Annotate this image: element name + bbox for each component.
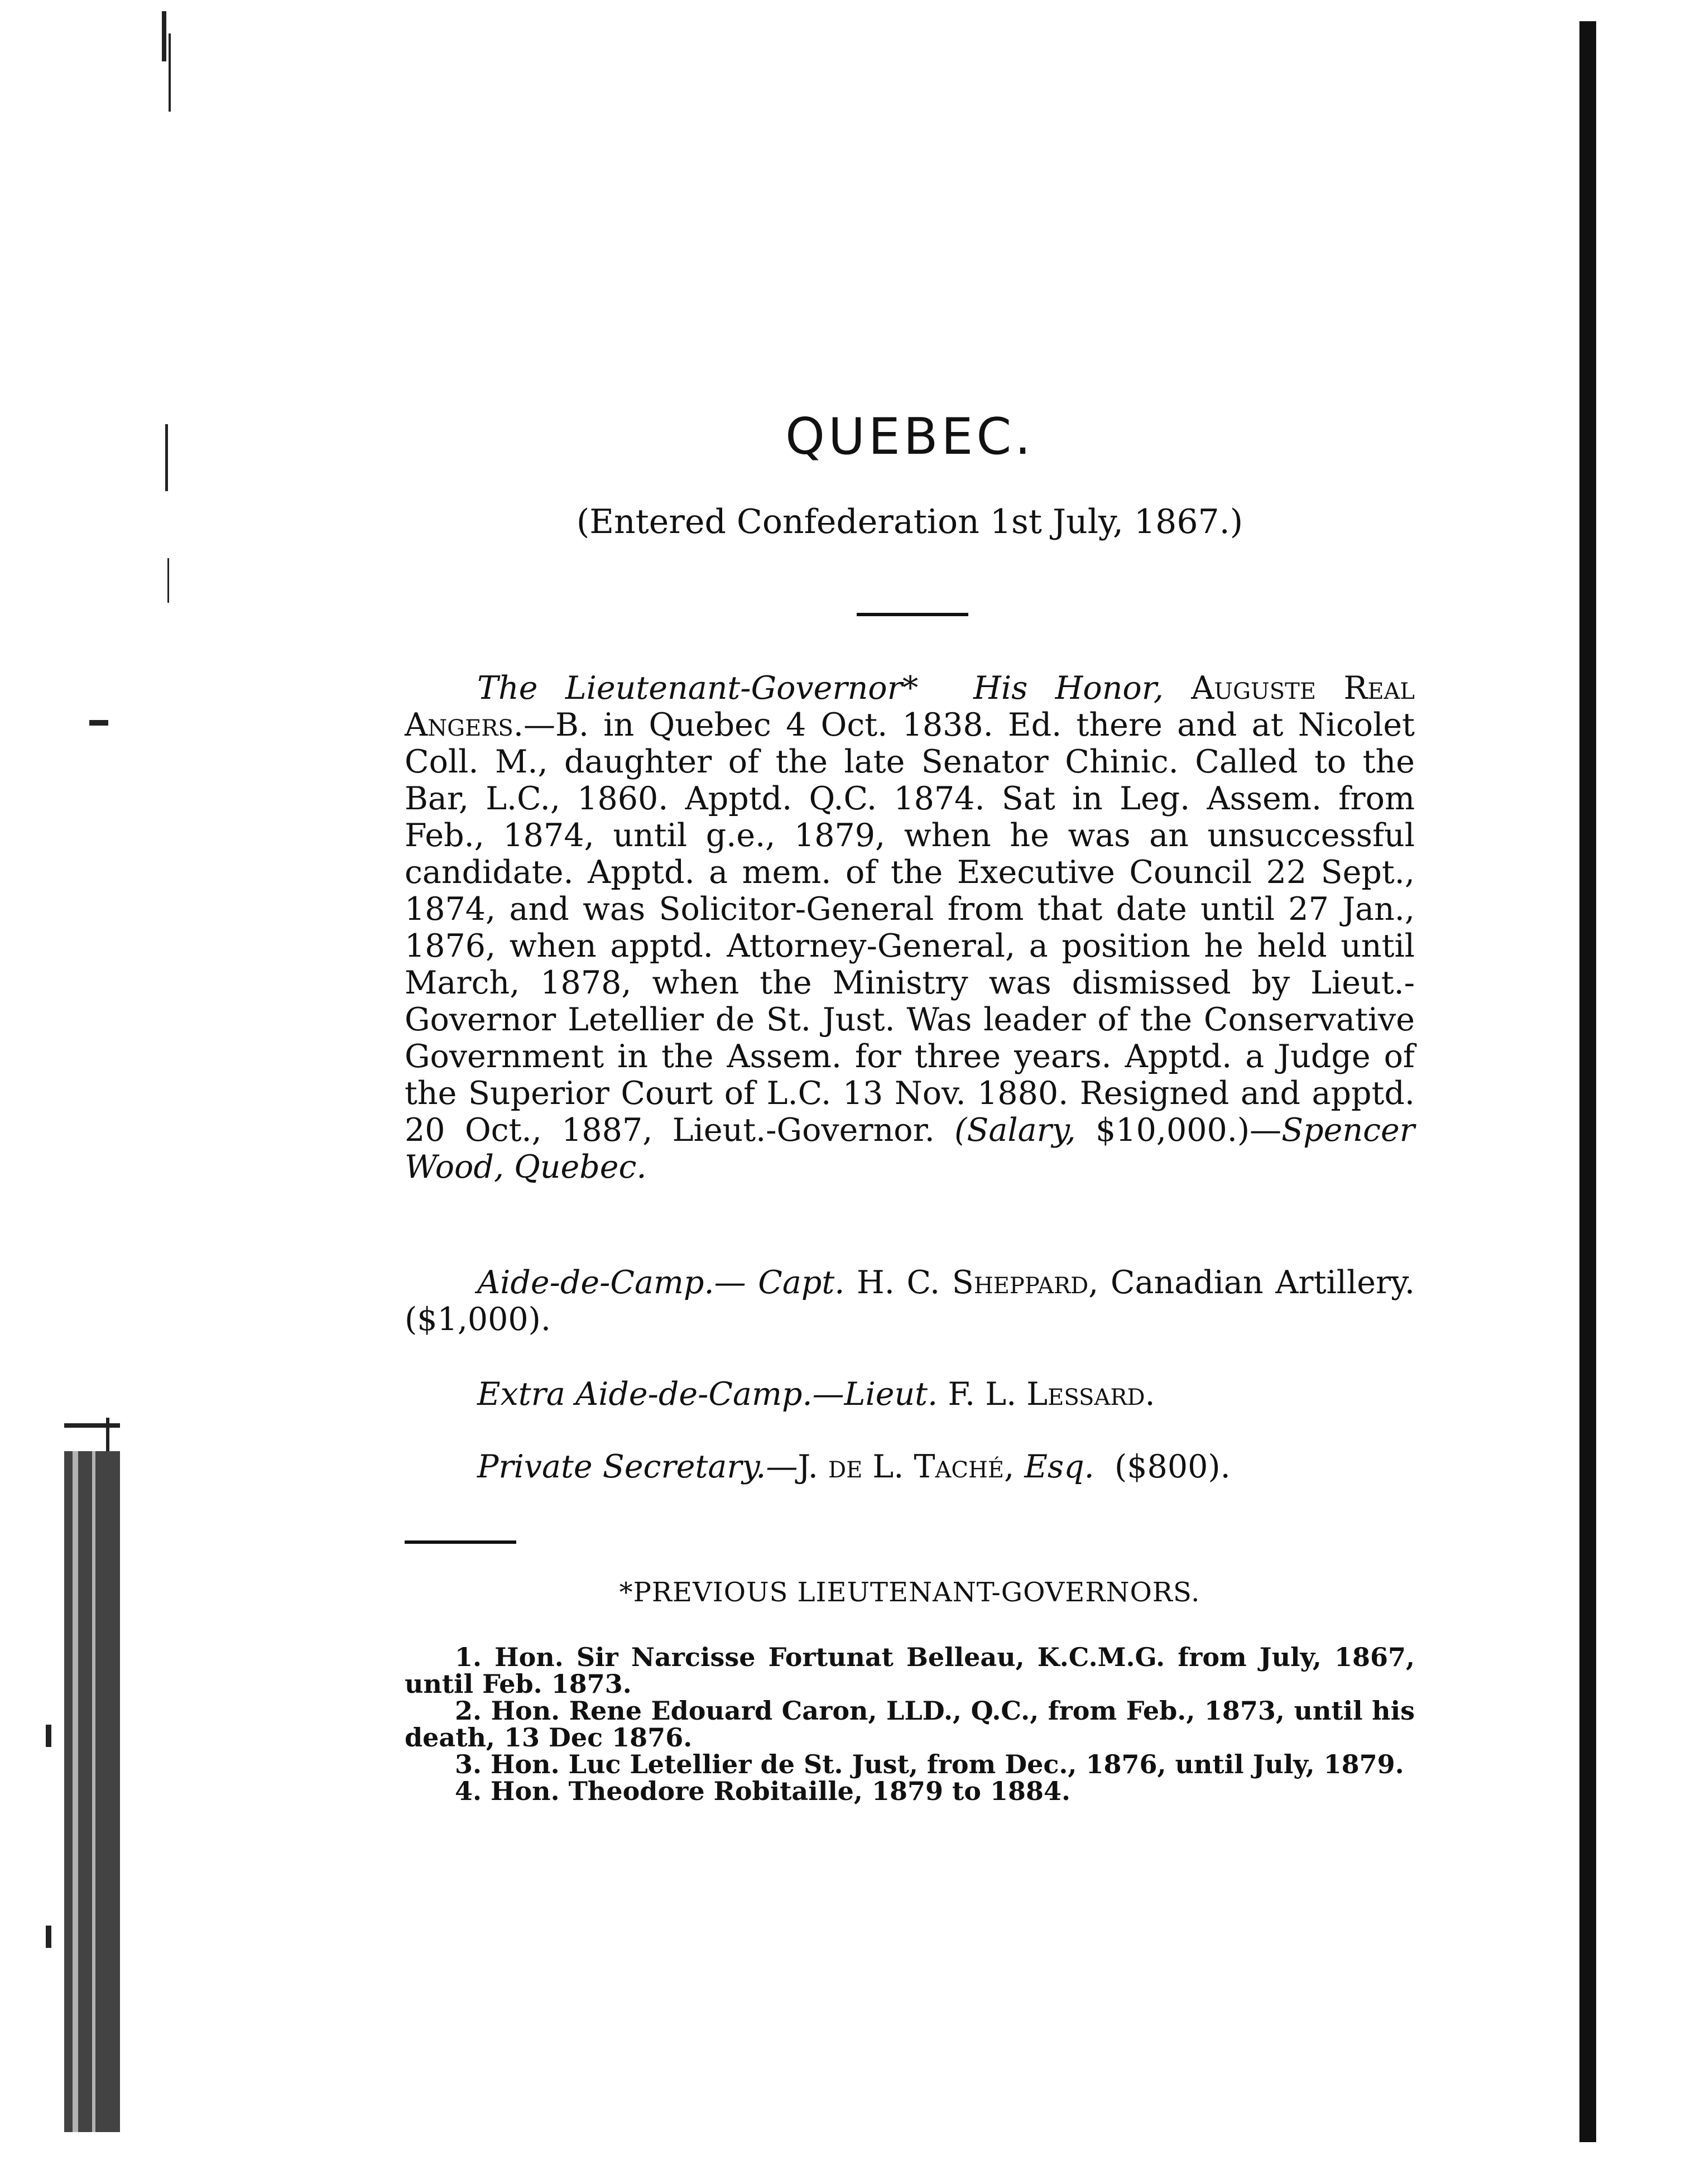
list-item: 2. Hon. Rene Edouard Caron, LLD., Q.C., from Feb., 1873, until his death, 13 Dec 1876. <box>405 1696 1415 1753</box>
page-subtitle: (Entered Confederation 1st July, 1867.) <box>576 502 1243 541</box>
secretary-salary: ($800). <box>1115 1448 1231 1485</box>
biography-text: —B. in Quebec 4 Oct. 1838. Ed. there and at Nicolet Coll. M., daughter of the late Senator Chinic. Called to the Bar, L.C., 1860. Apptd. Q.C. 1874. Sat in Leg. Assem. from Feb., 1874, until g.e., 1879, when he was an unsuccessful candidate. Apptd. a mem. of the Executive Council 22 Sept., 1874, and was Solicitor-General from that date until 27 Jan., 1876, when apptd. Attorney-General, a position he held until March, 1878, when the Ministry was dismissed by Lieut.-Governor Letellier de St. Just. Was leader of the Conservative Government in the Assem. for three years. Apptd. a Judge of the Superior Court of L.C. 13 Nov. 1880. Resigned and apptd. 20 Oct., 1887, Lieut.-Governor. <box>405 707 1415 1149</box>
aide-detail: Canadian Artillery. ($1,000). <box>405 1264 1415 1338</box>
scan-margin-artifacts <box>0 0 190 2184</box>
page-title: QUEBEC. <box>785 407 1034 466</box>
previous-governors-heading: *PREVIOUS LIEUTENANT-GOVERNORS. <box>619 1577 1200 1608</box>
aide-name: H. C. Sheppard, <box>857 1264 1099 1301</box>
honorific: His Honor, <box>973 670 1164 707</box>
extra-aide-name: F. L. Lessard. <box>948 1376 1155 1413</box>
aide-de-camp-entry <box>405 1264 1415 1338</box>
previous-governors-list <box>405 1644 1415 1804</box>
extra-aide-rank: Lieut. <box>844 1376 938 1413</box>
list-item: 1. Hon. Sir Narcisse Fortunat Belleau, K.C.M.G. from July, 1867, until Feb. 1873. <box>405 1642 1415 1699</box>
document-page <box>405 0 1415 2184</box>
aide-rank: Capt. <box>758 1264 845 1301</box>
secretary-suffix: Esq. <box>1024 1448 1094 1485</box>
secretary-name: J. de L. Taché, <box>798 1448 1015 1485</box>
private-secretary-entry <box>405 1448 1415 1485</box>
aide-label: Aide-de-Camp.— <box>477 1264 746 1301</box>
footnote-divider <box>405 1540 516 1544</box>
salary-amount: $10,000.)— <box>1096 1112 1282 1149</box>
lieutenant-governor-entry <box>405 670 1415 1185</box>
residence: Spencer Wood, Quebec. <box>405 1112 1415 1185</box>
office-title: The Lieutenant-Governor* <box>477 670 919 707</box>
extra-aide-entry <box>405 1376 1415 1413</box>
scan-binding-edge <box>1579 21 1596 2142</box>
governor-name: Auguste Real Angers. <box>405 670 1415 743</box>
list-item: 3. Hon. Luc Letellier de St. Just, from Dec., 1876, until July, 1879. <box>455 1749 1404 1779</box>
salary-label: (Salary, <box>954 1112 1076 1149</box>
section-divider <box>857 613 968 616</box>
extra-aide-label: Extra Aide-de-Camp.— <box>477 1376 844 1413</box>
list-item: 4. Hon. Theodore Robitaille, 1879 to 1884. <box>455 1776 1070 1806</box>
secretary-label: Private Secretary.— <box>477 1448 798 1485</box>
